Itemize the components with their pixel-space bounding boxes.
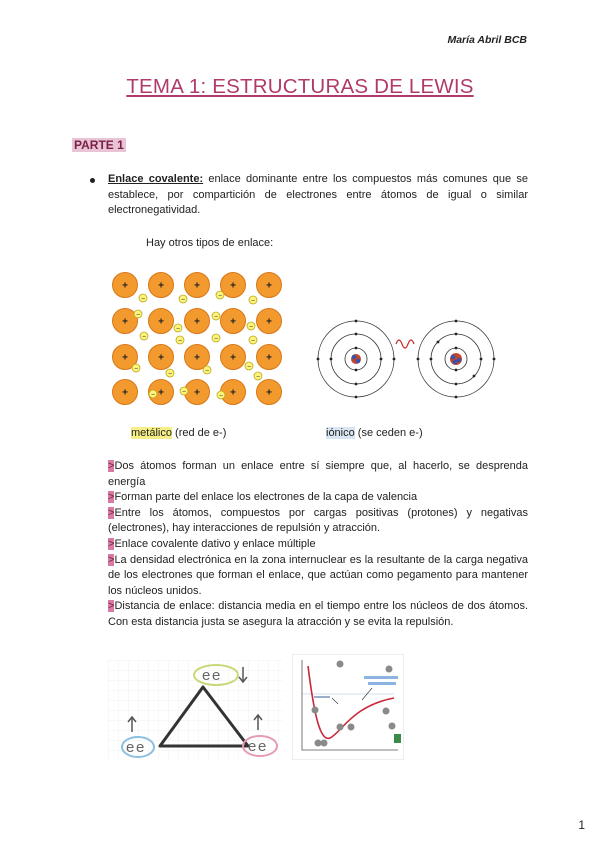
sketch-electron-label: e [212,667,221,684]
electron-sign: − [255,373,261,381]
caption-metallic [131,427,226,439]
ion-sign: + [230,280,236,292]
bullet-text: enlace dominante entre los compuestos más comunes que se establece, por compartición de electrones entre átomos de igual o similar electronegatividad. [108,173,528,217]
key-point: >Dos átomos forman un enlace entre sí siempre que, al hacerlo, se desprenda energía [108,460,528,488]
caption-metallic-rest: (red de e-) [171,427,227,439]
bond-distance-graph [292,654,404,760]
key-point: >Enlace covalente dativo y enlace múltiple [108,537,316,550]
key-point: >Entre los átomos, compuestos por cargas positivas (protones) y negativas (electrones), hay interacciones de repulsión y atracción. [108,506,528,535]
electron-sign: − [150,391,156,399]
page-number: 1 [578,818,585,832]
key-point: >Distancia de enlace: distancia media en el tiempo entre los núcleos de dos átomos. Con esta distancia justa se asegura la atracción y se evita la repulsión. [108,600,528,628]
key-point: >La densidad electrónica en la zona internuclear es la resultante de la carga negativa de los electrones que forman el enlace, que actúan como pegamento para mantener los núcleos unidos. [108,553,528,597]
point-marker: > [108,537,115,550]
electron-sign: − [204,367,210,375]
ion-sign: + [122,316,128,328]
ion-sign: + [122,387,128,399]
electron-sign: − [246,363,252,371]
other-bond-types-label: Hay otros tipos de enlace: [146,237,274,249]
electron-sign: − [135,311,141,319]
sketch-electron-label: e [258,738,267,755]
electron-sign: − [250,337,256,345]
point-marker: > [108,491,115,504]
ion-sign: + [194,316,200,328]
ion-sign: + [194,280,200,292]
ion-sign: + [158,280,164,292]
electron-sign: − [248,323,254,331]
electron-sign: − [218,392,224,400]
caption-ionic-term: iónico [326,427,355,439]
ionic-bond-figure [312,318,502,400]
triangle-sketch [108,660,283,760]
point-marker: > [108,553,115,566]
electron-sign: − [213,335,219,343]
electron-sign: − [175,325,181,333]
key-point: >Forman parte del enlace los electrones de la capa de valencia [108,491,418,504]
sketch-electron-label: e [136,739,145,756]
ion-sign: + [194,387,200,399]
ion-sign: + [266,387,272,399]
electron-sign: − [141,333,147,341]
ion-sign: + [194,352,200,364]
ion-sign: + [230,352,236,364]
ion-sign: + [158,387,164,399]
sketch-electron-label: e [126,739,135,756]
bullet-marker [90,178,95,183]
metal-lattice [113,273,282,405]
section-heading: PARTE 1 [74,138,124,152]
ion-sign: + [230,387,236,399]
point-marker: > [108,600,115,613]
sketch-electron-label: e [248,738,257,755]
electron-sign: − [213,313,219,321]
electron-sign: − [167,370,173,378]
atom-left [317,320,396,399]
point-marker: > [108,506,115,519]
electron-sign: − [177,337,183,345]
ion-sign: + [266,352,272,364]
atom-right [417,320,496,399]
author-name: María Abril BCB [447,34,527,46]
key-points-list [108,459,528,631]
electron-sign: − [180,296,186,304]
ion-sign: + [122,280,128,292]
metallic-bond-figure [108,268,284,410]
electron-sign: − [250,297,256,305]
bullet-term: Enlace covalente: [108,173,204,185]
ion-sign: + [122,352,128,364]
ion-sign: + [158,352,164,364]
electron-sign: − [217,292,223,300]
electron-sign: − [133,365,139,373]
ion-sign: + [266,316,272,328]
caption-metallic-term: metálico [131,427,172,439]
ion-sign: + [158,316,164,328]
electron-transfer-arrow [396,340,414,348]
caption-ionic [326,427,423,439]
electron-sign: − [181,388,187,396]
point-marker: > [108,460,115,472]
ion-sign: + [266,280,272,292]
electron-sign: − [140,295,146,303]
sketch-electron-label: e [202,667,211,684]
bullet-paragraph [108,172,528,219]
ion-sign: + [230,316,236,328]
caption-ionic-rest: (se ceden e-) [354,427,423,439]
page-title: TEMA 1: ESTRUCTURAS DE LEWIS [126,75,474,98]
